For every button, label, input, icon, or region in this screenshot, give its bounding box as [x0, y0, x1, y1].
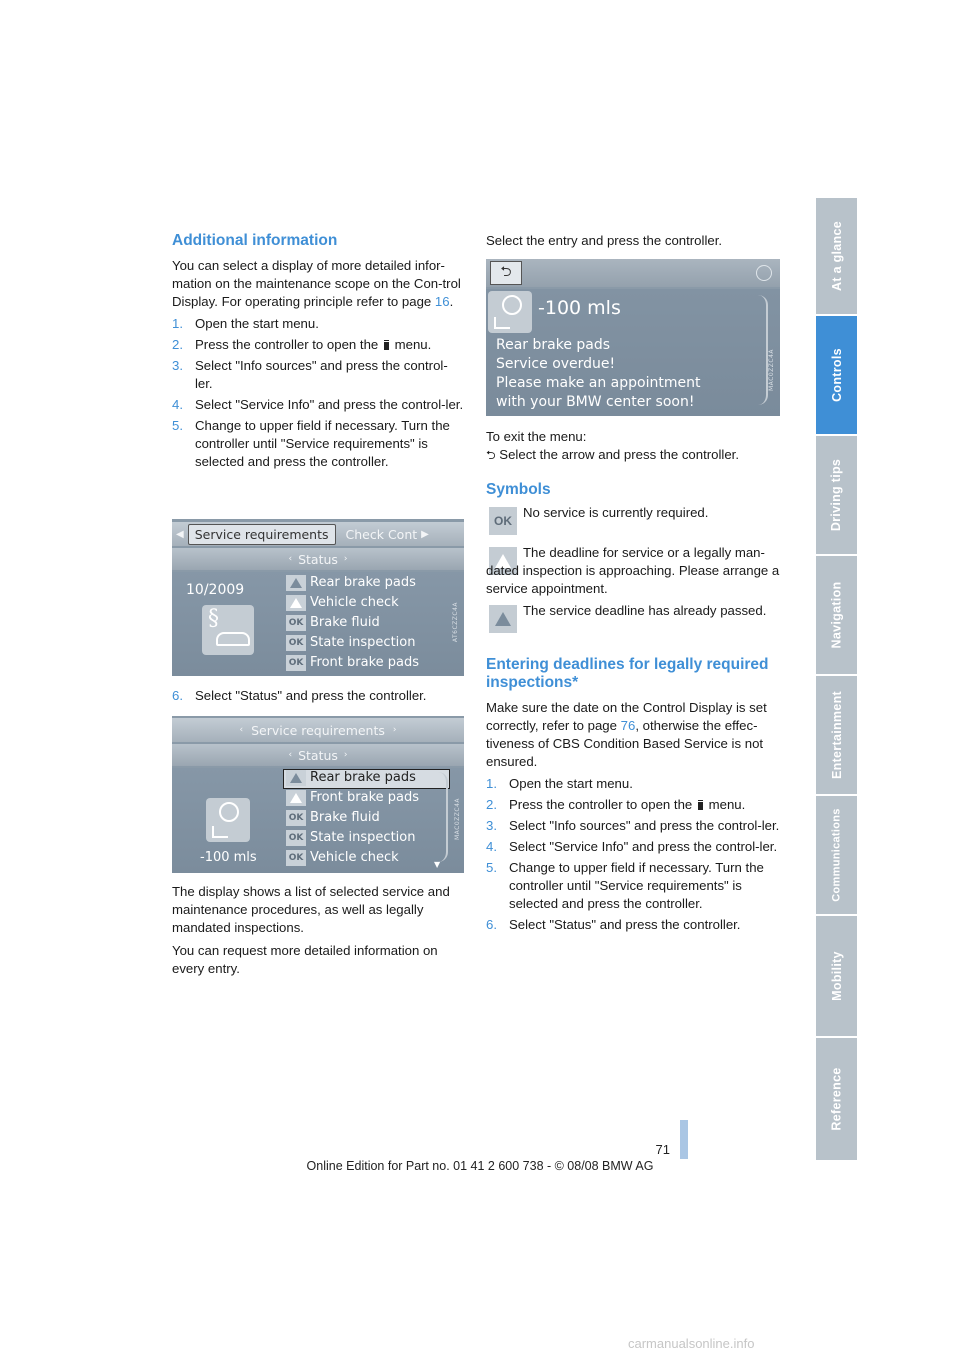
list-item [486, 916, 782, 934]
steps-list-right [486, 775, 782, 934]
step-text: Press the controller to open the [509, 797, 693, 812]
chevron-right-icon: › [343, 750, 348, 760]
step-number: 4. [172, 397, 183, 412]
select-entry-text: Select the entry and press the controller. [486, 233, 723, 248]
ok-icon: OK [286, 810, 306, 826]
step-text: Change to upper field if necessary. Turn the controller until "Service requirements" is selected and press the controller. [195, 418, 450, 469]
info-circle-icon [756, 265, 772, 281]
page-link-16[interactable]: 16 [434, 294, 450, 309]
status-row-1: Rear brake pads [310, 770, 416, 785]
detail-line-1: Rear brake pads [496, 337, 611, 353]
step-text-end: menu. [708, 797, 746, 812]
list-item [172, 315, 464, 333]
tab-service-requirements: Service requirements [188, 524, 336, 545]
section-heading-additional-information: Additional information [172, 232, 338, 249]
right-column-top [486, 232, 782, 250]
brake-pad-icon [206, 798, 250, 842]
step-number: 5. [172, 418, 183, 433]
left-bottom-text [172, 883, 464, 978]
status-row-5: Vehicle check [310, 850, 399, 865]
tab-label: At a glance [829, 221, 844, 291]
list-item [172, 417, 464, 471]
tab-label: Driving tips [829, 458, 844, 532]
ok-icon: OK [286, 615, 306, 631]
steps-list-left-6 [172, 687, 464, 705]
tab-label: Controls [829, 348, 844, 402]
detail-line-4: with your BMW center soon! [496, 394, 695, 410]
mileage-label: -100 mls [200, 850, 257, 865]
screenshot-service-detail [486, 259, 780, 416]
step-text: Open the start menu. [509, 776, 633, 791]
warning-filled-icon [489, 605, 517, 633]
tab-label: Mobility [829, 951, 844, 1001]
tab-controls[interactable] [816, 316, 857, 434]
exit-text: Select the arrow and press the controller. [499, 447, 739, 462]
status-row-4: State inspection [310, 830, 416, 845]
status-row-2: Front brake pads [310, 790, 420, 805]
deadlines-intro-text: Make sure the date on the Control Display is set correctly, refer to page [486, 700, 767, 733]
screen-top-bar [486, 259, 780, 287]
step-number: 3. [172, 358, 183, 373]
exit-instruction [486, 446, 782, 464]
tab-driving-tips[interactable] [816, 436, 857, 554]
status-row-3: Brake fluid [310, 810, 380, 825]
section-heading-deadlines: Entering deadlines for legally required inspections* [486, 656, 769, 691]
scroll-down-icon: ▼ [434, 860, 441, 869]
image-code: MAC0ZZC4A [454, 798, 461, 841]
paragraph-more-info: You can request more detailed information on every entry. [172, 943, 438, 976]
legal-inspection-icon [202, 605, 254, 655]
ok-icon: OK [286, 635, 306, 651]
detail-line-2: Service overdue! [496, 356, 616, 372]
service-row-2: Vehicle check [310, 595, 399, 610]
back-arrow-icon: ⮌ [490, 261, 522, 285]
car-icon [216, 632, 250, 646]
chevron-right-icon: › [392, 725, 397, 735]
status-label: Status [298, 747, 338, 763]
tab-label: Navigation [829, 581, 844, 649]
service-row-3: Brake fluid [310, 615, 380, 630]
page-number-bar [680, 1120, 688, 1159]
step-number: 1. [172, 316, 183, 331]
tab-at-a-glance[interactable] [816, 198, 857, 314]
warning-hollow-icon [286, 790, 306, 806]
ok-icon: OK [489, 507, 517, 535]
warning-filled-icon [286, 575, 306, 591]
screen-body [172, 572, 464, 676]
list-item [486, 775, 782, 793]
info-icon [384, 338, 389, 350]
exit-block [486, 428, 782, 464]
list-item [172, 357, 464, 393]
step-number: 6. [172, 688, 183, 703]
symbol-ok-text: No service is currently required. [523, 505, 709, 520]
chevron-left-icon: ‹ [288, 750, 293, 760]
intro-end: . [449, 294, 454, 309]
step-number: 6. [486, 917, 497, 932]
ok-icon: OK [286, 850, 306, 866]
brake-pad-icon [488, 291, 532, 333]
page-number: 71 [655, 1142, 670, 1157]
step-number: 3. [486, 818, 497, 833]
list-item [486, 838, 782, 856]
step-number: 2. [172, 337, 183, 352]
symbol-warning-hollow-text: The deadline for service or a legally man-dated inspection is approaching. Please arrange a service appointment. [486, 545, 780, 596]
step-number: 1. [486, 776, 497, 791]
step-text: Select "Service Info" and press the control-ler. [509, 839, 778, 854]
tab-mobility[interactable] [816, 916, 857, 1036]
intro-text: You can select a display of more detailed infor-mation on the maintenance scope on the Con-trol Display. For operating principle refer to page [172, 258, 461, 309]
step6-block [172, 687, 464, 708]
tab-navigation[interactable] [816, 556, 857, 674]
left-column [172, 232, 464, 474]
step-text: Press the controller to open the [195, 337, 379, 352]
page-link-76[interactable]: 76 [620, 718, 636, 733]
tab-label: Reference [829, 1067, 844, 1131]
step-number: 2. [486, 797, 497, 812]
symbol-warning-filled-text: The service deadline has already passed. [523, 603, 767, 618]
step-text: Select "Status" and press the controller. [195, 688, 427, 703]
chevron-right-icon: › [343, 554, 348, 564]
list-item [486, 796, 782, 814]
info-icon [698, 798, 703, 810]
tab-communications[interactable] [816, 796, 857, 914]
arrow-right-icon: ▶ [421, 528, 429, 540]
tab-check-control: Check Cont [345, 526, 418, 542]
screenshot-service-requirements-overview [172, 519, 464, 676]
list-item [172, 336, 464, 354]
step-text: Open the start menu. [195, 316, 319, 331]
date-label: 10/2009 [186, 582, 245, 598]
service-row-4: State inspection [310, 635, 416, 650]
mileage-label: -100 mls [538, 297, 621, 319]
deadlines-intro [486, 699, 782, 771]
exit-label: To exit the menu: [486, 429, 587, 444]
service-row-5: Front brake pads [310, 655, 420, 670]
screen-title: Service requirements [251, 722, 385, 738]
step-text: Select "Info sources" and press the control-ler. [195, 358, 448, 391]
footer-text: Online Edition for Part no. 01 41 2 600 738 - © 08/08 BMW AG [306, 1159, 654, 1173]
screen-body [172, 768, 464, 873]
step-number: 4. [486, 839, 497, 854]
arrow-left-icon: ◀ [176, 528, 184, 540]
tab-label: Entertainment [829, 691, 844, 779]
paragraph-icon: § [208, 606, 219, 631]
list-item [486, 859, 782, 913]
status-bar [172, 548, 464, 570]
status-label: Status [298, 551, 338, 567]
ok-icon: OK [286, 655, 306, 671]
scroll-arc [436, 772, 448, 862]
screen-tab-bar [172, 522, 464, 546]
steps-list-left [172, 315, 464, 471]
list-item [172, 396, 464, 414]
deadlines-intro-end: , otherwise the effec-tiveness of CBS Condition Based Service is not ensured. [486, 718, 764, 769]
brake-disc-icon [502, 295, 522, 315]
intro-paragraph [172, 257, 464, 311]
image-code: MAC0ZZC4A [768, 349, 775, 392]
ok-icon: OK [286, 830, 306, 846]
scroll-arc [756, 295, 768, 405]
warning-hollow-icon [286, 595, 306, 611]
chevron-left-icon: ‹ [239, 725, 244, 735]
section-heading-symbols: Symbols [486, 481, 551, 498]
step-number: 5. [486, 860, 497, 875]
step-text: Change to upper field if necessary. Turn the controller until "Service requirements" is selected and press the controller. [509, 860, 764, 911]
list-item [486, 817, 782, 835]
watermark: carmanualsonline.info [628, 1336, 755, 1351]
status-bar [172, 744, 464, 766]
detail-line-3: Please make an appointment [496, 375, 701, 391]
deadlines-section [486, 656, 782, 937]
wrench-icon [212, 826, 228, 838]
step-text: Select "Status" and press the controller. [509, 917, 741, 932]
list-item [172, 687, 464, 705]
screen-title-bar [172, 718, 464, 742]
step-text: Select "Service Info" and press the control-ler. [195, 397, 464, 412]
paragraph-list-description: The display shows a list of selected service and maintenance procedures, as well as legally mandated inspections. [172, 884, 450, 935]
step-text-end: menu. [394, 337, 432, 352]
service-row-1: Rear brake pads [310, 575, 416, 590]
tab-reference[interactable] [816, 1038, 857, 1160]
brake-disc-icon [219, 802, 239, 822]
image-code: AT6CZZC4A [452, 602, 459, 643]
chevron-left-icon: ‹ [288, 554, 293, 564]
screenshot-service-status-list [172, 716, 464, 873]
tab-label: Communications [830, 808, 843, 902]
warning-filled-icon [286, 770, 306, 786]
tab-entertainment[interactable] [816, 676, 857, 794]
chapter-tabs [816, 198, 857, 1160]
symbols-section [486, 481, 782, 499]
screen-body [486, 289, 780, 416]
step-text: Select "Info sources" and press the control-ler. [509, 818, 780, 833]
back-arrow-icon: ⮌ [486, 448, 496, 462]
wrench-icon [494, 317, 510, 329]
